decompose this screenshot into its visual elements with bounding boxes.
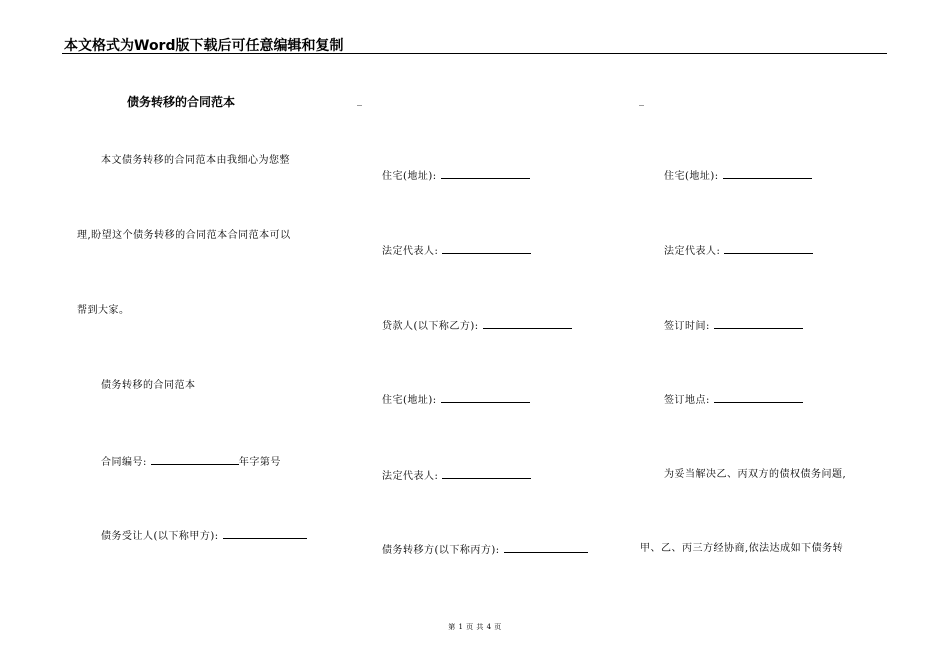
contract-number-line bbox=[101, 455, 281, 469]
legal-rep-label-2: 法定代表人: bbox=[382, 471, 439, 482]
sign-time-label: 签订时间: bbox=[664, 321, 710, 332]
legal-rep-label-1: 法定代表人: bbox=[382, 246, 439, 257]
party-c-label: 债务转移方(以下称丙方): bbox=[382, 545, 500, 556]
address-line-1 bbox=[382, 169, 530, 183]
sign-time-blank[interactable] bbox=[714, 319, 803, 329]
legal-rep-line-3 bbox=[664, 244, 813, 258]
sign-time-line bbox=[664, 319, 803, 333]
contract-subtitle: 债务转移的合同范本 bbox=[101, 380, 196, 391]
contract-number-label: 合同编号: bbox=[101, 457, 147, 468]
sign-place-blank[interactable] bbox=[714, 393, 803, 403]
page-footer: 第 1 页 共 4 页 bbox=[448, 623, 502, 631]
legal-rep-line-2 bbox=[382, 469, 531, 483]
column-marker-3: _ bbox=[639, 95, 644, 106]
party-a-blank[interactable] bbox=[223, 529, 307, 539]
lender-line bbox=[382, 319, 572, 333]
header-title: 本文格式为Word版下载后可任意编辑和复制 bbox=[64, 38, 344, 54]
legal-rep-line-1 bbox=[382, 244, 531, 258]
lender-label: 贷款人(以下称乙方): bbox=[382, 321, 479, 332]
party-a-label: 债务受让人(以下称甲方): bbox=[101, 531, 219, 542]
party-c-line bbox=[382, 543, 588, 557]
intro-line-3: 帮到大家。 bbox=[77, 305, 130, 316]
legal-rep-blank-3[interactable] bbox=[724, 244, 813, 254]
address-label-1: 住宅(地址): bbox=[382, 171, 437, 182]
document-title: 债务转移的合同范本 bbox=[127, 95, 236, 109]
address-blank-1[interactable] bbox=[441, 169, 530, 179]
address-label-2: 住宅(地址): bbox=[382, 395, 437, 406]
legal-rep-blank-1[interactable] bbox=[442, 244, 531, 254]
intro-line-1: 本文债务转移的合同范本由我细心为您整 bbox=[101, 155, 290, 166]
party-a-line bbox=[101, 529, 307, 543]
header-rule bbox=[62, 53, 887, 54]
address-blank-3[interactable] bbox=[723, 169, 812, 179]
intro-line-2: 理,盼望这个债务转移的合同范本合同范本可以 bbox=[77, 230, 291, 241]
clause-paragraph-line-2: 甲、乙、丙三方经协商,依法达成如下债务转 bbox=[640, 543, 844, 554]
legal-rep-label-3: 法定代表人: bbox=[664, 246, 721, 257]
sign-place-label: 签订地点: bbox=[664, 395, 710, 406]
clause-paragraph-line-1: 为妥当解决乙、丙双方的债权债务问题, bbox=[664, 469, 847, 480]
address-line-2 bbox=[382, 393, 530, 407]
address-label-3: 住宅(地址): bbox=[664, 171, 719, 182]
contract-number-blank[interactable] bbox=[151, 455, 239, 465]
sign-place-line bbox=[664, 393, 803, 407]
contract-number-suffix: 年字第号 bbox=[238, 457, 281, 468]
column-marker-2: _ bbox=[357, 95, 362, 106]
address-line-3 bbox=[664, 169, 812, 183]
legal-rep-blank-2[interactable] bbox=[442, 469, 531, 479]
party-c-blank[interactable] bbox=[504, 543, 588, 553]
address-blank-2[interactable] bbox=[441, 393, 530, 403]
lender-blank[interactable] bbox=[483, 319, 572, 329]
